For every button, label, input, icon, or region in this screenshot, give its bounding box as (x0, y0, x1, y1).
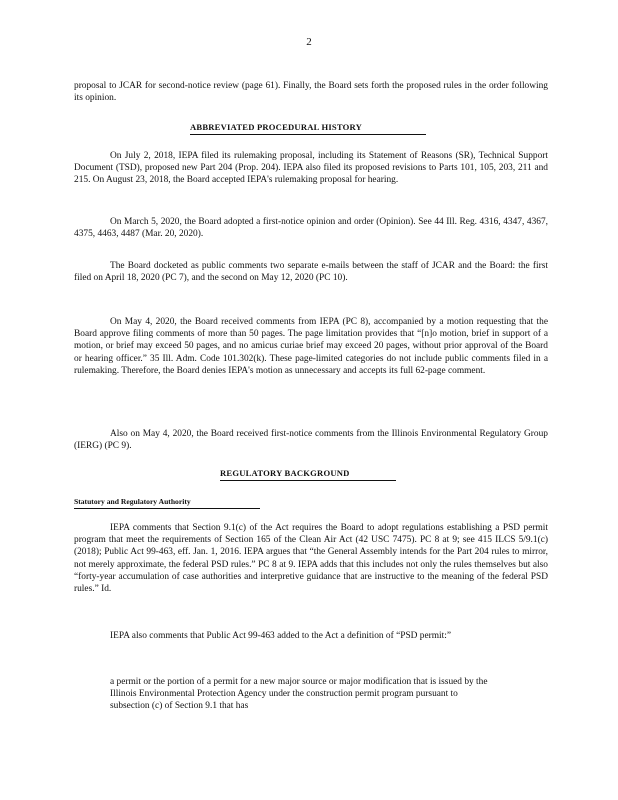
paragraph-public-act: IEPA also comments that Public Act 99-463 added to the Act a definition of “PSD permit:” (110, 631, 452, 641)
section-heading-procedural-history: ABBREVIATED PROCEDURAL HISTORY (190, 122, 363, 132)
paragraph-section-9-1: IEPA comments that Section 9.1(c) of the Act requires the Board to adopt regulations establishing a PSD permit program that meet the requirements of Section 165 of the Clean Air Act (42 USC 7475). PC 8 at 9; see 415 ILCS 5/9.1(c) (2018); Public Act 99-463, eff. Jan. 1, 2016. IEPA argues that “the General Assembly intends for the Part 204 rules to mirror, not merely approximate, the federal PSD rules.” PC 8 at 9. IEPA adds that this includes not only the rules themselves but also “forty-year accumulation of case authorities and interpretive guidance that are instructive to the meaning of the federal PSD rules.” Id. (74, 523, 548, 595)
paragraph-docketed-comments: The Board docketed as public comments two separate e-mails between the staff of JCAR and the Board: the first filed on April 18, 2020 (PC 7), and the second on May 12, 2020 (PC 10). (74, 261, 548, 284)
subheading-underline (74, 508, 260, 509)
paragraph-march-2020: On March 5, 2020, the Board adopted a first-notice opinion and order (Opinion). See 44 Ill. Reg. 4316, 4347, 4367, 4375, 4463, 4487 (Mar. 20, 2020). (74, 217, 548, 240)
intro-paragraph: proposal to JCAR for second-notice review (page 61). Finally, the Board sets forth the proposed rules in the order following its opinion. (74, 81, 548, 104)
page-number: 2 (306, 36, 312, 48)
section-heading-regulatory-background: REGULATORY BACKGROUND (220, 468, 350, 478)
subheading-statutory-authority: Statutory and Regulatory Authority (74, 497, 191, 506)
quoted-definition: a permit or the portion of a permit for a new major source or major modification that is issued by the Illinois Environmental Protection Agency under the construction permit program pursuant to subsection (c) of Section 9.1 that has (110, 677, 488, 712)
heading-underline (190, 134, 426, 135)
paragraph-may-4-iepa: On May 4, 2020, the Board received comments from IEPA (PC 8), accompanied by a motion requesting that the Board approve filing comments of more than 50 pages. The page limitation provides that “[n]o motion, brief in support of a motion, or brief may exceed 50 pages, and no amicus curiae brief may exceed 20 pages, without prior approval of the Board or hearing officer.” 35 Ill. Adm. Code 101.302(k). These page-limited categories do not include public comments filed in a rulemaking. Therefore, the Board denies IEPA's motion as unnecessary and accepts its full 62-page comment. (74, 317, 548, 376)
paragraph-ierg-comments: Also on May 4, 2020, the Board received first-notice comments from the Illinois Environmental Regulatory Group (IERG) (PC 9). (74, 429, 548, 452)
heading-underline (220, 480, 396, 481)
paragraph-july-2018: On July 2, 2018, IEPA filed its rulemaking proposal, including its Statement of Reasons (SR), Technical Support Document (TSD), proposed new Part 204 (Prop. 204). IEPA also filed its proposed revisions to Parts 101, 105, 203, 211 and 215. On August 23, 2018, the Board accepted IEPA's rulemaking proposal for hearing. (74, 151, 548, 186)
